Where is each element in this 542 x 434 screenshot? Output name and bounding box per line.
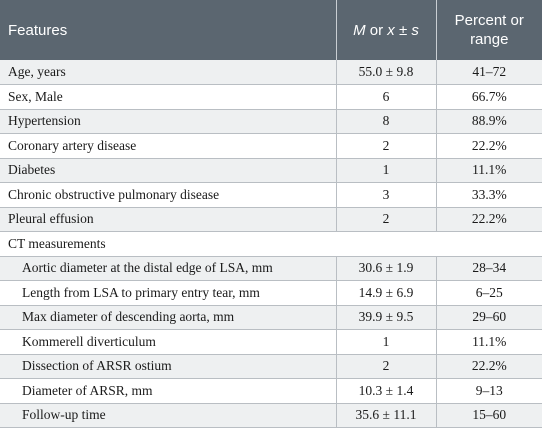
value-cell: 8 (336, 109, 436, 134)
table-row (0, 183, 542, 208)
header-percent-range (436, 0, 542, 60)
table-body (0, 60, 542, 428)
percent-cell: 29–60 (436, 305, 542, 330)
value-cell: 30.6 ± 1.9 (336, 256, 436, 281)
percent-cell: 11.1% (436, 330, 542, 355)
table-row (0, 158, 542, 183)
header-s: s (411, 21, 419, 39)
table-row (0, 281, 542, 306)
table-row (0, 60, 542, 85)
percent-cell: 9–13 (436, 379, 542, 404)
percent-cell: 33.3% (436, 183, 542, 208)
table-row (0, 379, 542, 404)
percent-cell: 11.1% (436, 158, 542, 183)
header-x: x (387, 21, 395, 39)
percent-cell: 41–72 (436, 60, 542, 85)
feature-cell: Length from LSA to primary entry tear, mm (0, 281, 336, 306)
section-heading-ct-measurements: CT measurements (0, 232, 542, 257)
header-or: or (365, 21, 388, 39)
table-row (0, 354, 542, 379)
feature-cell: Kommerell diverticulum (0, 330, 336, 355)
value-cell: 39.9 ± 9.5 (336, 305, 436, 330)
table-header (0, 0, 542, 60)
percent-cell: 28–34 (436, 256, 542, 281)
header-percent-line1: Percent or (454, 12, 524, 29)
percent-cell: 66.7% (436, 85, 542, 110)
feature-cell: Chronic obstructive pulmonary disease (0, 183, 336, 208)
value-cell: 10.3 ± 1.4 (336, 379, 436, 404)
table-row (0, 207, 542, 232)
table-row (0, 85, 542, 110)
table-row (0, 403, 542, 428)
percent-cell: 15–60 (436, 403, 542, 428)
value-cell: 6 (336, 85, 436, 110)
percent-cell: 22.2% (436, 134, 542, 159)
value-cell: 14.9 ± 6.9 (336, 281, 436, 306)
value-cell: 1 (336, 158, 436, 183)
table-row (0, 109, 542, 134)
feature-cell: Pleural effusion (0, 207, 336, 232)
feature-cell: Aortic diameter at the distal edge of LSA, mm (0, 256, 336, 281)
percent-cell: 22.2% (436, 207, 542, 232)
value-cell: 2 (336, 207, 436, 232)
feature-cell: Max diameter of descending aorta, mm (0, 305, 336, 330)
feature-cell: Coronary artery disease (0, 134, 336, 159)
value-cell: 55.0 ± 9.8 (336, 60, 436, 85)
feature-cell: Dissection of ARSR ostium (0, 354, 336, 379)
header-pm: ± (394, 21, 412, 39)
table-row (0, 305, 542, 330)
value-cell: 35.6 ± 11.1 (336, 403, 436, 428)
value-cell: 2 (336, 134, 436, 159)
feature-cell: Hypertension (0, 109, 336, 134)
value-cell: 2 (336, 354, 436, 379)
header-percent-line2: range (470, 31, 509, 48)
value-cell: 1 (336, 330, 436, 355)
header-m: M (353, 21, 366, 39)
percent-cell: 6–25 (436, 281, 542, 306)
table-row (0, 134, 542, 159)
feature-cell: Diameter of ARSR, mm (0, 379, 336, 404)
header-features: Features (0, 0, 336, 60)
table-row (0, 330, 542, 355)
value-cell: 3 (336, 183, 436, 208)
table-row (0, 256, 542, 281)
feature-cell: Sex, Male (0, 85, 336, 110)
section-row (0, 232, 542, 257)
feature-cell: Age, years (0, 60, 336, 85)
percent-cell: 88.9% (436, 109, 542, 134)
feature-cell: Follow-up time (0, 403, 336, 428)
header-mean-sd (336, 0, 436, 60)
percent-cell: 22.2% (436, 354, 542, 379)
feature-cell: Diabetes (0, 158, 336, 183)
